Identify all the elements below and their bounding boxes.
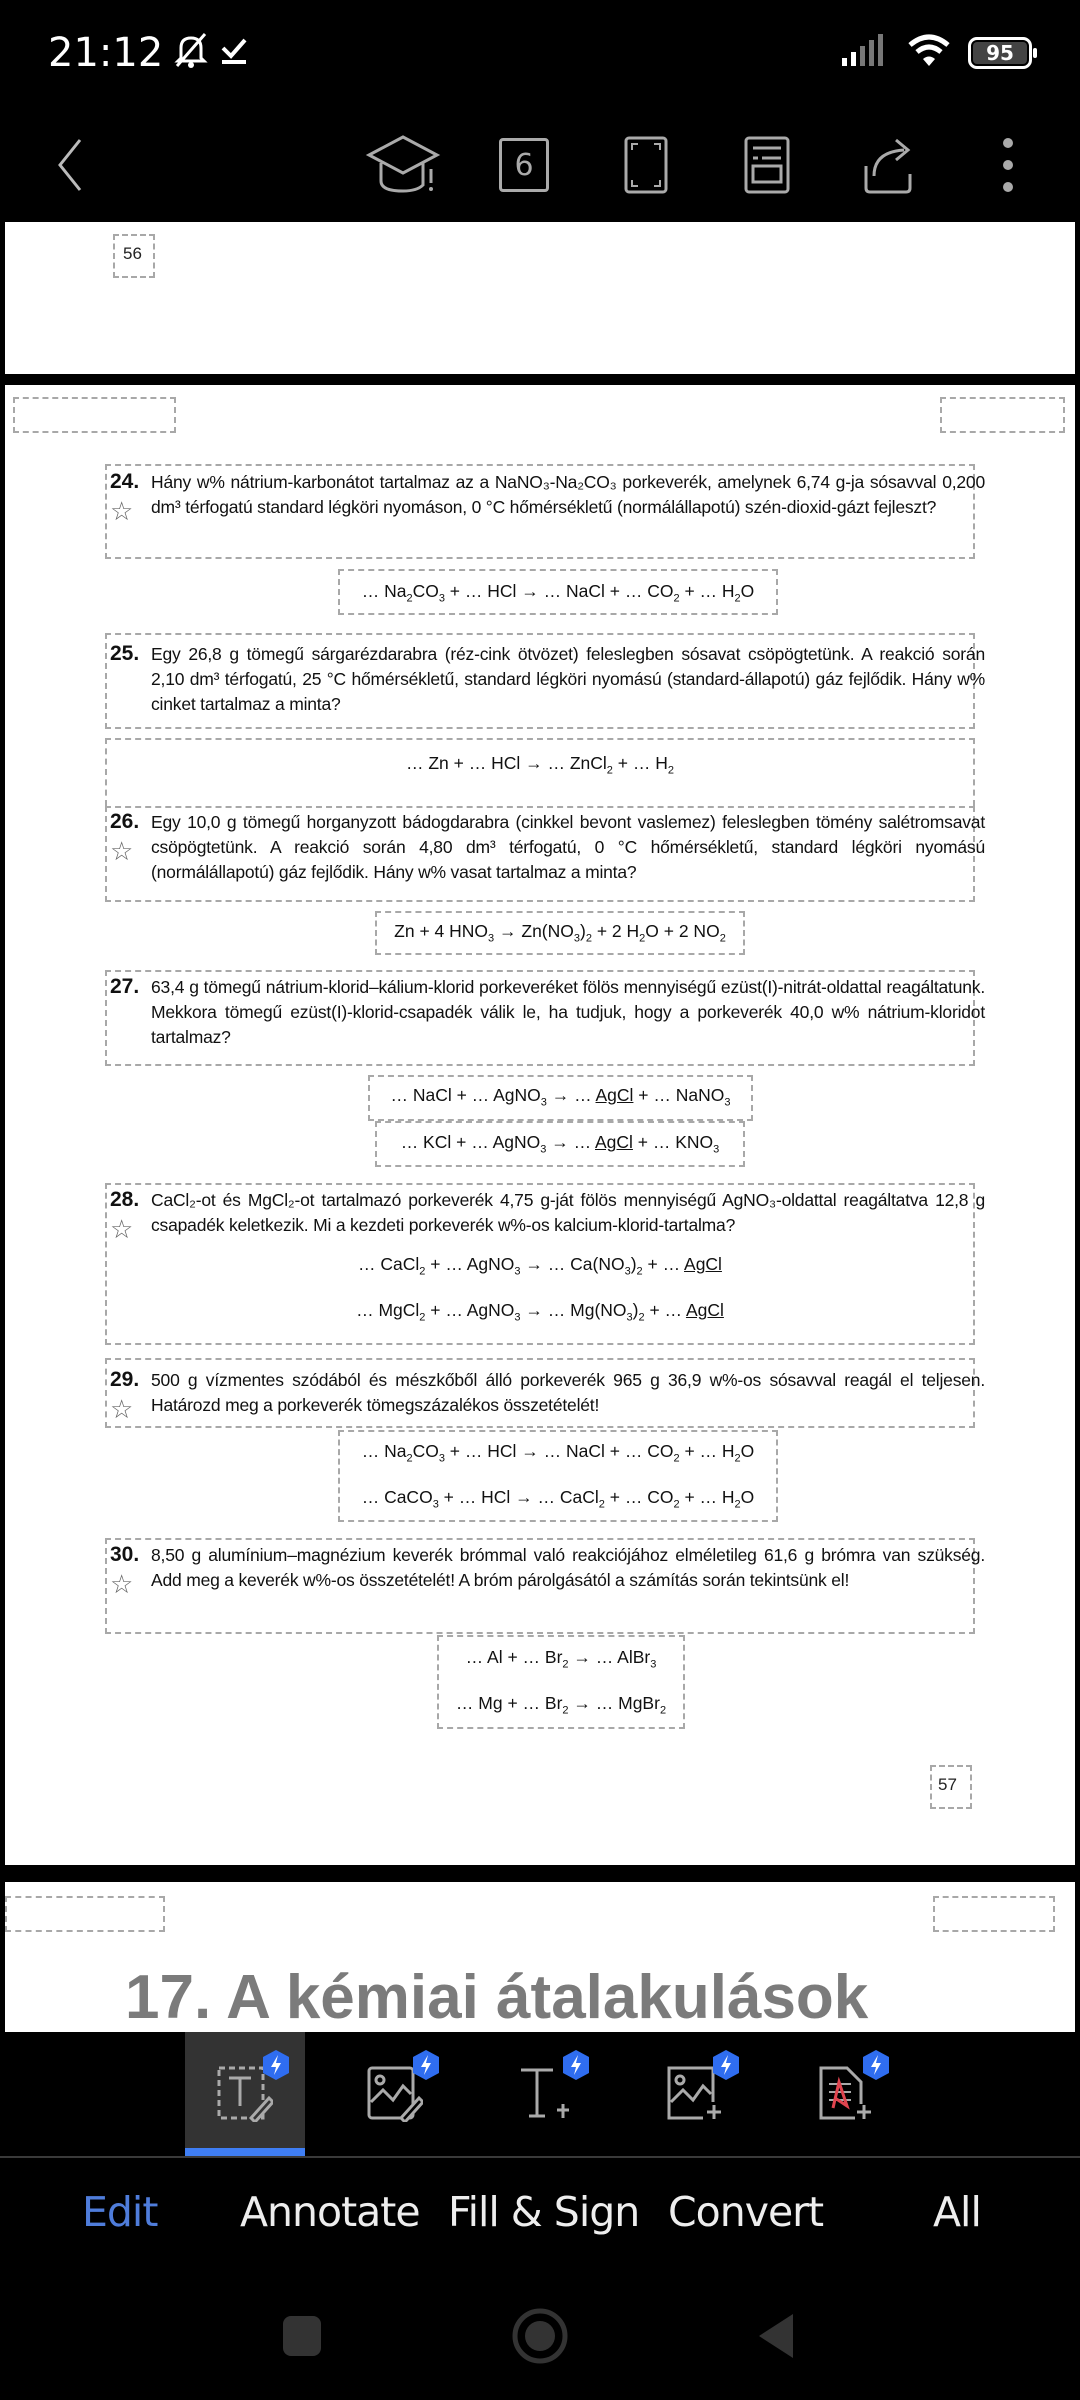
equation: Zn + 4 $HNO_3 \to Zn(NO_3)_2 + 2$ $H_2O + 2$ $NO_2$ xyxy=(394,921,726,945)
question-number: 24. xyxy=(110,470,140,493)
tab-convert[interactable]: Convert xyxy=(668,2188,824,2236)
equation: … Mg + … $Br_2$ → … MgBr$_2$ xyxy=(455,1693,667,1717)
premium-badge-icon xyxy=(413,2050,439,2080)
back-icon xyxy=(50,135,90,195)
reading-mode-icon xyxy=(744,136,790,194)
recents-icon[interactable] xyxy=(282,2315,322,2357)
question-text: 500 g vízmentes szódából és mészkőből álló porkeverék 965 g 36,9 w%-os sósavval reagál el teljesen. Határozd meg a porkeverék tömegszázalékos összetételét! xyxy=(151,1370,985,1415)
premium-badge-icon xyxy=(263,2050,289,2080)
question-29 xyxy=(105,1368,985,1424)
bell-off-icon xyxy=(173,30,209,75)
star-icon: ☆ xyxy=(110,1214,134,1244)
tools-bar xyxy=(0,2032,1080,2156)
header-frame-right xyxy=(940,397,1065,433)
signal-icon xyxy=(840,34,890,71)
page-56 xyxy=(5,222,1075,374)
share-icon xyxy=(860,136,916,194)
share-button[interactable] xyxy=(848,125,928,205)
equation: … Zn + … HCl → … ZnCl$_2$ + … $H_2$ xyxy=(406,753,674,777)
question-24 xyxy=(105,470,985,526)
page-number: 57 xyxy=(938,1775,957,1794)
equation: … $Na_2CO_3$ + … HCl → … NaCl + … $CO_2$ + … $H_2O$ xyxy=(361,581,755,605)
equation: … CaCl$_2$ + … AgNO$_3$ → … $Ca(NO_3)_2$ + … AgCl xyxy=(358,1254,722,1278)
equation: … CaCO$_3$ + … HCl → … CaCl$_2$ + … $CO_2$ + … $H_2O$ xyxy=(361,1487,755,1511)
tab-all[interactable]: All xyxy=(933,2188,981,2236)
question-27 xyxy=(105,975,985,1050)
graduation-cap-icon xyxy=(365,135,441,195)
question-number: 28. xyxy=(110,1188,140,1211)
back-button[interactable] xyxy=(30,125,110,205)
premium-badge-icon xyxy=(863,2050,889,2080)
page-count: 6 xyxy=(514,147,534,183)
equation: … NaCl + … AgNO$_3$ → … AgCl + … NaNO$_3$ xyxy=(390,1085,731,1109)
battery-icon xyxy=(968,37,1032,69)
add-signature-tool[interactable] xyxy=(785,2032,905,2156)
more-button[interactable] xyxy=(968,125,1048,205)
question-text: 63,4 g tömegű nátrium-klorid–kálium-klorid porkeveréket fölös mennyiségű ezüst(I)-nitrát-oldattal reagáltatunk. Mekkora tömegű ezüst(I)-klorid-csapadék válik le, ha tudjuk, hogy a porkeverék 40,0 w% nátrium-kloridot tartalmaz? xyxy=(151,977,985,1047)
question-number: 29. xyxy=(110,1368,140,1391)
status-bar xyxy=(0,0,1080,105)
question-text: Egy 10,0 g tömegű horganyzott bádogdarabra (cinkkel bevont vaslemez) feleslegben tömény salétromsavat csöpögtetünk. A reakció során 4,80 dm³ térfogatú, 0 °C hőmérsékletű, standard légköri nyomású (normálállapotú) gáz fejlődik. Hány w% vasat tartalmaz a minta? xyxy=(151,812,985,882)
question-text: Hány w% nátrium-karbonátot tartalmaz az a NaNO₃-Na₂CO₃ porkeverék, amelynek 6,74 g-ja sósavval 0,200 dm³ térfogatú standard légköri nyomáson, 0 °C hőmérsékletű (normálállapotú) szén-dioxid-gázt fejleszt? xyxy=(151,472,985,517)
question-text: CaCl₂-ot és MgCl₂-ot tartalmazó porkeverék 4,75 g-ját fölös mennyiségű AgNO₃-oldattal reagáltatva 12,8 g csapadék keletkezik. Mi a kezdeti porkeverék w%-os kalcium-klorid-tartalma? xyxy=(151,1190,985,1235)
app-toolbar xyxy=(0,105,1080,225)
more-icon xyxy=(1000,135,1016,195)
download-done-icon xyxy=(219,34,249,71)
fit-screen-button[interactable] xyxy=(606,125,686,205)
wifi-icon xyxy=(908,33,950,72)
question-number: 30. xyxy=(110,1543,140,1566)
status-time: 21:12 xyxy=(48,29,164,76)
header-frame-right xyxy=(933,1896,1055,1932)
page-58 xyxy=(5,1882,1075,2032)
edit-image-tool[interactable] xyxy=(335,2032,455,2156)
add-text-tool[interactable] xyxy=(485,2032,605,2156)
question-26 xyxy=(105,810,985,885)
question-number: 27. xyxy=(110,975,140,998)
edit-text-tool[interactable] xyxy=(185,2032,305,2156)
home-icon[interactable] xyxy=(512,2308,568,2364)
question-30 xyxy=(105,1543,985,1599)
battery-level: 95 xyxy=(973,42,1027,64)
page-count-icon xyxy=(499,138,549,192)
mode-tabs xyxy=(0,2158,1080,2268)
question-text: 8,50 g alumínium–magnézium keverék brómmal való reakciójához elméletileg 61,6 g brómra van szükség. Add meg a keverék w%-os összetételét! A bróm párolgásától a számítás során tekintsünk el! xyxy=(151,1545,985,1590)
question-number: 25. xyxy=(110,642,140,665)
star-icon: ☆ xyxy=(110,1394,134,1424)
learn-button[interactable] xyxy=(363,125,443,205)
page-count-button[interactable] xyxy=(484,125,564,205)
header-frame-left xyxy=(5,1896,165,1932)
system-nav-bar xyxy=(0,2270,1080,2400)
equation: … KCl + … AgNO$_3$ → … AgCl + … $KNO_3$ xyxy=(400,1132,720,1156)
premium-badge-icon xyxy=(713,2050,739,2080)
page-number: 56 xyxy=(123,244,142,263)
tab-edit[interactable]: Edit xyxy=(82,2188,158,2236)
tab-annotate[interactable]: Annotate xyxy=(240,2188,420,2236)
tab-fill-sign[interactable]: Fill & Sign xyxy=(448,2188,640,2236)
question-number: 26. xyxy=(110,810,140,833)
page-57 xyxy=(5,385,1075,1865)
premium-badge-icon xyxy=(563,2050,589,2080)
question-25 xyxy=(105,642,985,717)
star-icon: ☆ xyxy=(110,1569,134,1599)
equation: … MgCl$_2$ + … AgNO$_3$ → … $Mg(NO_3)_2$ + … AgCl xyxy=(356,1300,724,1324)
equation: … Al + … $Br_2$ → … AlBr$_3$ xyxy=(465,1647,657,1671)
equation: … $Na_2CO_3$ + … HCl → … NaCl + … $CO_2$ + … $H_2O$ xyxy=(361,1441,755,1465)
fit-screen-icon xyxy=(624,136,668,194)
question-28 xyxy=(105,1188,985,1244)
star-icon: ☆ xyxy=(110,496,134,526)
add-image-tool[interactable] xyxy=(635,2032,755,2156)
reading-mode-button[interactable] xyxy=(727,125,807,205)
question-text: Egy 26,8 g tömegű sárgarézdarabra (réz-cink ötvözet) feleslegben sósavat csöpögtetünk. A reakció során 2,10 dm³ térfogatú, 25 °C hőmérsékletű, standard légköri nyomású (standard-állapotú) gáz fejlődik. Hány w% cinket tartalmaz a minta? xyxy=(151,644,985,714)
back-nav-icon[interactable] xyxy=(755,2312,795,2360)
star-icon: ☆ xyxy=(110,836,134,866)
document-viewport[interactable] xyxy=(0,222,1080,2032)
header-frame-left xyxy=(13,397,176,433)
chapter-heading: 17. A kémiai átalakulások xyxy=(125,1963,869,2032)
